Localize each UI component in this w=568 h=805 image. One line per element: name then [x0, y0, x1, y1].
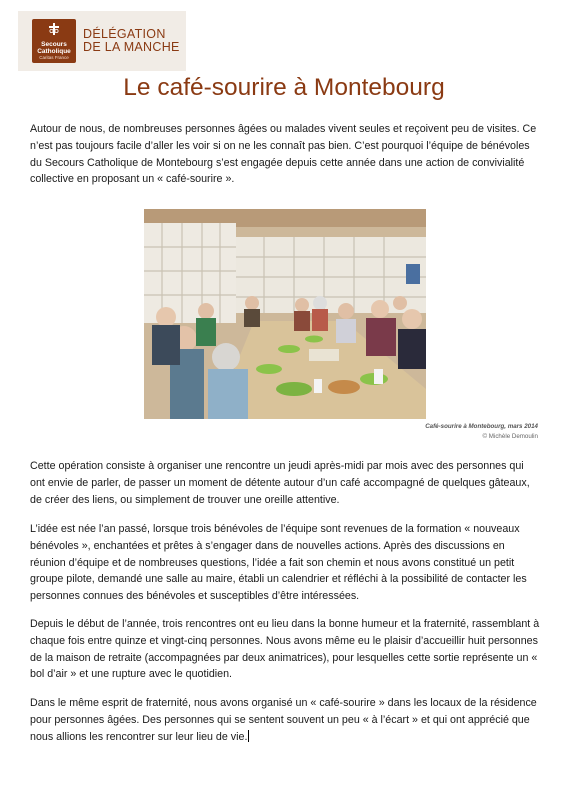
paragraph-meetings: Depuis le début de l’année, trois rencontres ont eu lieu dans la bonne humeur et la fraternité, rassemblant à chaque fois entre quinze et vingt-cinq personnes. Nous avons même eu le plaisir d’accueillir huit personnes de la maison de retraite (accompagnées par deux animatrices), pour lesquelles cette sortie représente un « bol d’air » et une rupture avec le quotidien.	[30, 618, 540, 681]
paragraph-intro: Autour de nous, de nombreuses personnes âgées ou malades vivent seules et reçoivent peu de visites. Ce n’est pas toujours facile d’aller les voir si on ne les connaît pas bien. C’est pourquoi l’équipe de bénévoles du Secours Catholique de Montebourg s’est engagée depuis cette année dans une action de convivialité collective en proposant un « café-sourire ».	[30, 123, 537, 186]
delegation-label	[83, 28, 180, 54]
secours-catholique-logo	[32, 19, 76, 63]
paragraph-residence-text: Dans le même esprit de fraternité, nous avons organisé un « café-sourire » dans les locaux de la résidence pour personnes âgées. Des personnes qui se sentent souvent un peu « à l’écart » et qui ont apprécié que nous allions les rencontrer sur leur lieu de vie.	[30, 697, 537, 743]
header-banner	[18, 11, 186, 71]
paragraph-origin: L’idée est née l’an passé, lorsque trois bénévoles de l’équipe sont revenues de la formation « nouveaux bénévoles », enchantées et prêtes à s’engager dans de nouvelles actions. Après des discussions en réunion d’équipe et de nombreuses questions, l’idée a fait son chemin et nous avons constitué un petit groupe pilote, demandé une salle au maire, établi un calendrier et réfléchi à la possibilité de contacter les personnes connues des bénévoles et susceptibles d’être intéressées.	[30, 523, 527, 603]
cafe-group-photo-illustration	[144, 209, 426, 419]
paragraph-residence	[30, 695, 540, 745]
logo-text-secours: Secours	[41, 41, 67, 48]
logo-text-catholique: Catholique	[37, 48, 71, 55]
logo-text-caritas: Caritas France	[39, 55, 69, 60]
delegation-line-1: DÉLÉGATION	[83, 27, 166, 41]
text-cursor	[248, 730, 249, 742]
page-title: Le café-sourire à Montebourg	[123, 74, 445, 101]
photo-caption	[425, 422, 538, 442]
delegation-line-2: DE LA MANCHE	[83, 40, 180, 54]
group-photo	[144, 209, 426, 419]
photo-credit: © Michèle Demoulin	[482, 433, 538, 440]
cross-heart-icon	[47, 22, 61, 36]
photo-caption-title: Café-sourire à Montebourg, mars 2014	[425, 423, 538, 430]
paragraph-operation: Cette opération consiste à organiser une rencontre un jeudi après-midi par mois avec des personnes qui ont envie de parler, de passer un moment de détente autour d’un café accompagné de quelques gâteaux, de créer des liens, ou simplement de trouver une oreille attentive.	[30, 460, 530, 506]
